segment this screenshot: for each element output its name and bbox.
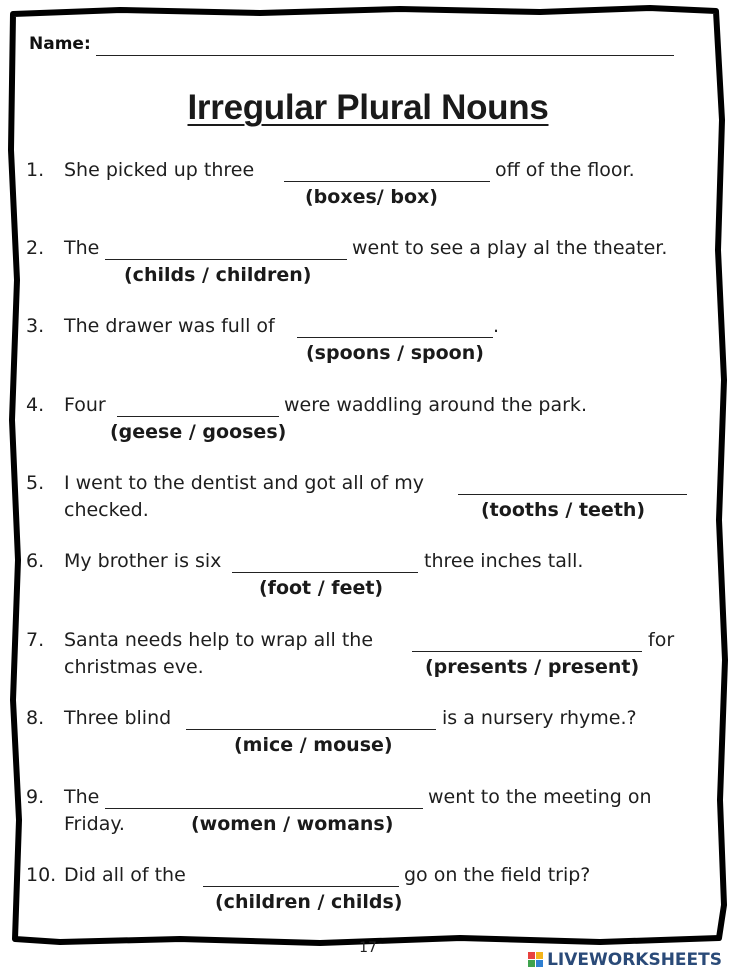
answer-blank[interactable]	[203, 886, 399, 887]
answer-choices: (foot / feet)	[259, 577, 384, 599]
question-number: 3.	[26, 315, 45, 337]
logo-text: LIVEWORKSHEETS	[547, 950, 722, 970]
liveworksheets-logo-icon	[528, 952, 544, 968]
question-text: She picked up three	[64, 159, 255, 181]
question-text: checked.	[64, 499, 149, 521]
answer-choices: (spoons / spoon)	[306, 342, 484, 364]
question-text: off of the floor.	[495, 159, 635, 181]
question-number: 10.	[26, 864, 57, 886]
liveworksheets-logo	[528, 950, 722, 970]
answer-blank[interactable]	[105, 808, 423, 809]
question-text: I went to the dentist and got all of my	[64, 472, 424, 494]
question-text: were waddling around the park.	[284, 394, 587, 416]
question-number: 5.	[26, 472, 45, 494]
question-text: went to see a play al the theater.	[352, 237, 668, 259]
question-number: 1.	[26, 159, 45, 181]
question-text: The	[64, 786, 100, 808]
question-text: is a nursery rhyme.?	[442, 707, 637, 729]
name-label: Name:	[29, 34, 91, 54]
answer-blank[interactable]	[105, 259, 347, 260]
answer-choices: (geese / gooses)	[110, 421, 287, 443]
question-text: Did all of the	[64, 864, 186, 886]
question-number: 6.	[26, 550, 45, 572]
answer-blank[interactable]	[232, 572, 418, 573]
question-text: for	[648, 629, 675, 651]
answer-choices: (mice / mouse)	[234, 734, 393, 756]
question-text: .	[493, 315, 500, 337]
question-text: Santa needs help to wrap all the	[64, 629, 374, 651]
page-number: 17	[359, 940, 377, 956]
answer-blank[interactable]	[284, 181, 490, 182]
question-number: 9.	[26, 786, 45, 808]
question-text: My brother is six	[64, 550, 222, 572]
question-number: 2.	[26, 237, 45, 259]
name-input-line[interactable]	[96, 55, 674, 56]
answer-choices: (boxes/ box)	[305, 186, 438, 208]
question-text: Friday.	[64, 813, 125, 835]
question-text: went to the meeting on	[428, 786, 652, 808]
answer-blank[interactable]	[458, 494, 687, 495]
question-text: The	[64, 237, 100, 259]
question-number: 4.	[26, 394, 45, 416]
question-text: three inches tall.	[424, 550, 584, 572]
answer-choices: (tooths / teeth)	[481, 499, 646, 521]
answer-blank[interactable]	[117, 416, 279, 417]
question-number: 8.	[26, 707, 45, 729]
question-text: Three blind	[64, 707, 172, 729]
worksheet-title: Irregular Plural Nouns	[187, 88, 549, 127]
answer-blank[interactable]	[412, 651, 642, 652]
question-number: 7.	[26, 629, 45, 651]
answer-choices: (women / womans)	[191, 813, 394, 835]
question-text: The drawer was full of	[64, 315, 275, 337]
answer-choices: (presents / present)	[425, 656, 640, 678]
answer-choices: (children / childs)	[215, 891, 403, 913]
question-text: Four	[64, 394, 106, 416]
answer-blank[interactable]	[297, 337, 493, 338]
question-text: go on the field trip?	[404, 864, 591, 886]
answer-choices: (childs / children)	[124, 264, 312, 286]
answer-blank[interactable]	[186, 729, 436, 730]
question-text: christmas eve.	[64, 656, 204, 678]
